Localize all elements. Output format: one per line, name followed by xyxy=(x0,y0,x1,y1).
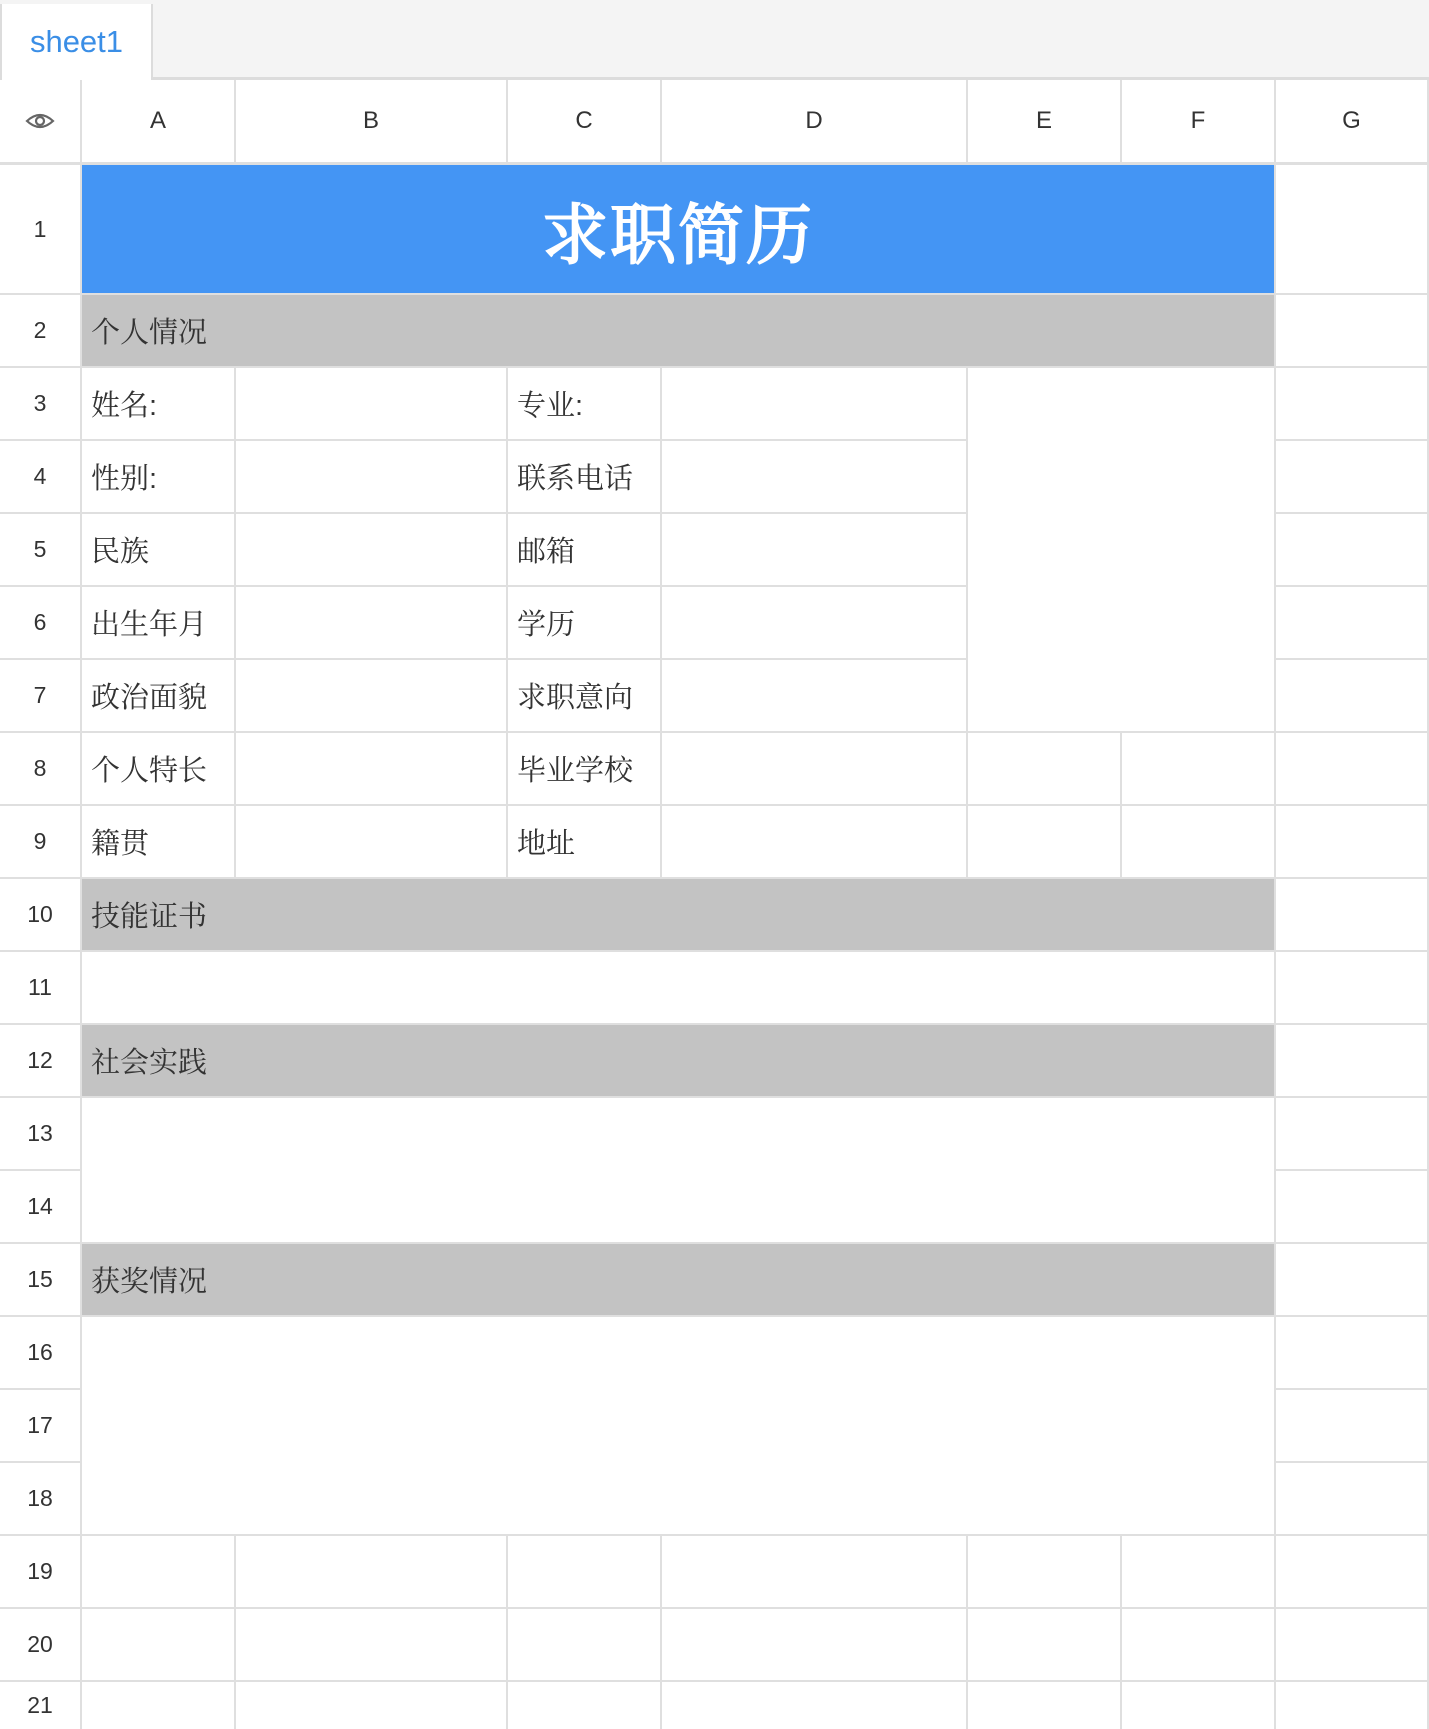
column-header-b[interactable]: B xyxy=(362,107,379,134)
label-email[interactable]: 邮箱 xyxy=(517,536,576,568)
row-header-14[interactable]: 14 xyxy=(27,1193,53,1219)
sheet-tab[interactable]: sheet1 xyxy=(0,4,153,80)
skills-content-cell[interactable] xyxy=(82,952,1274,1023)
row-header-9[interactable]: 9 xyxy=(33,828,47,854)
column-header-g[interactable]: G xyxy=(1342,107,1361,134)
label-education[interactable]: 学历 xyxy=(517,609,576,641)
sheet-tab-bar xyxy=(0,0,1429,80)
label-address[interactable]: 地址 xyxy=(517,828,576,860)
row-header-3[interactable]: 3 xyxy=(33,390,47,416)
row-header-21[interactable]: 21 xyxy=(27,1692,53,1718)
label-major[interactable]: 专业: xyxy=(517,390,584,422)
row-header-16[interactable]: 16 xyxy=(27,1339,53,1365)
row-header-12[interactable]: 12 xyxy=(27,1047,53,1073)
row-header-15[interactable]: 15 xyxy=(27,1266,53,1292)
row-header-10[interactable]: 10 xyxy=(27,901,53,927)
label-specialty[interactable]: 个人特长 xyxy=(91,755,208,787)
row-header-8[interactable]: 8 xyxy=(33,755,47,781)
row-header-13[interactable]: 13 xyxy=(27,1120,53,1146)
section-skills[interactable]: 技能证书 xyxy=(82,879,1274,950)
label-political-status[interactable]: 政治面貌 xyxy=(91,682,208,714)
awards-content-cell[interactable] xyxy=(82,1317,1274,1534)
column-header-f[interactable]: F xyxy=(1190,107,1206,134)
label-name[interactable]: 姓名: xyxy=(91,390,158,422)
row-header-6[interactable]: 6 xyxy=(33,609,47,635)
column-header-c[interactable]: C xyxy=(575,107,593,134)
section-personal[interactable]: 个人情况 xyxy=(82,295,1274,366)
column-header-d[interactable]: D xyxy=(805,107,823,134)
label-school[interactable]: 毕业学校 xyxy=(517,755,634,787)
row-header-19[interactable]: 19 xyxy=(27,1558,53,1584)
section-practice[interactable]: 社会实践 xyxy=(82,1025,1274,1096)
spreadsheet-grid[interactable] xyxy=(0,80,1429,1729)
resume-title-cell[interactable]: 求职简历 xyxy=(82,165,1274,293)
label-job-intention[interactable]: 求职意向 xyxy=(517,682,634,714)
column-header-a[interactable]: A xyxy=(149,107,166,134)
row-header-1[interactable]: 1 xyxy=(33,215,47,242)
practice-content-cell[interactable] xyxy=(82,1098,1274,1242)
row-header-18[interactable]: 18 xyxy=(27,1485,53,1511)
label-ethnicity[interactable]: 民族 xyxy=(91,536,150,568)
row-header-5[interactable]: 5 xyxy=(33,536,47,562)
select-all-eye-icon[interactable] xyxy=(0,80,80,162)
row-header-2[interactable]: 2 xyxy=(33,317,47,343)
row-header-4[interactable]: 4 xyxy=(33,463,47,489)
row-header-17[interactable]: 17 xyxy=(27,1412,53,1438)
row-header-11[interactable]: 11 xyxy=(28,974,52,1000)
row-header-20[interactable]: 20 xyxy=(27,1631,53,1657)
label-phone[interactable]: 联系电话 xyxy=(517,463,634,495)
column-header-e[interactable]: E xyxy=(1035,107,1052,134)
label-native-place[interactable]: 籍贯 xyxy=(91,828,150,860)
photo-area-cell[interactable] xyxy=(968,368,1274,731)
label-gender[interactable]: 性别: xyxy=(91,463,158,495)
section-awards[interactable]: 获奖情况 xyxy=(82,1244,1274,1315)
row-header-7[interactable]: 7 xyxy=(33,682,47,708)
label-birthdate[interactable]: 出生年月 xyxy=(91,609,208,641)
